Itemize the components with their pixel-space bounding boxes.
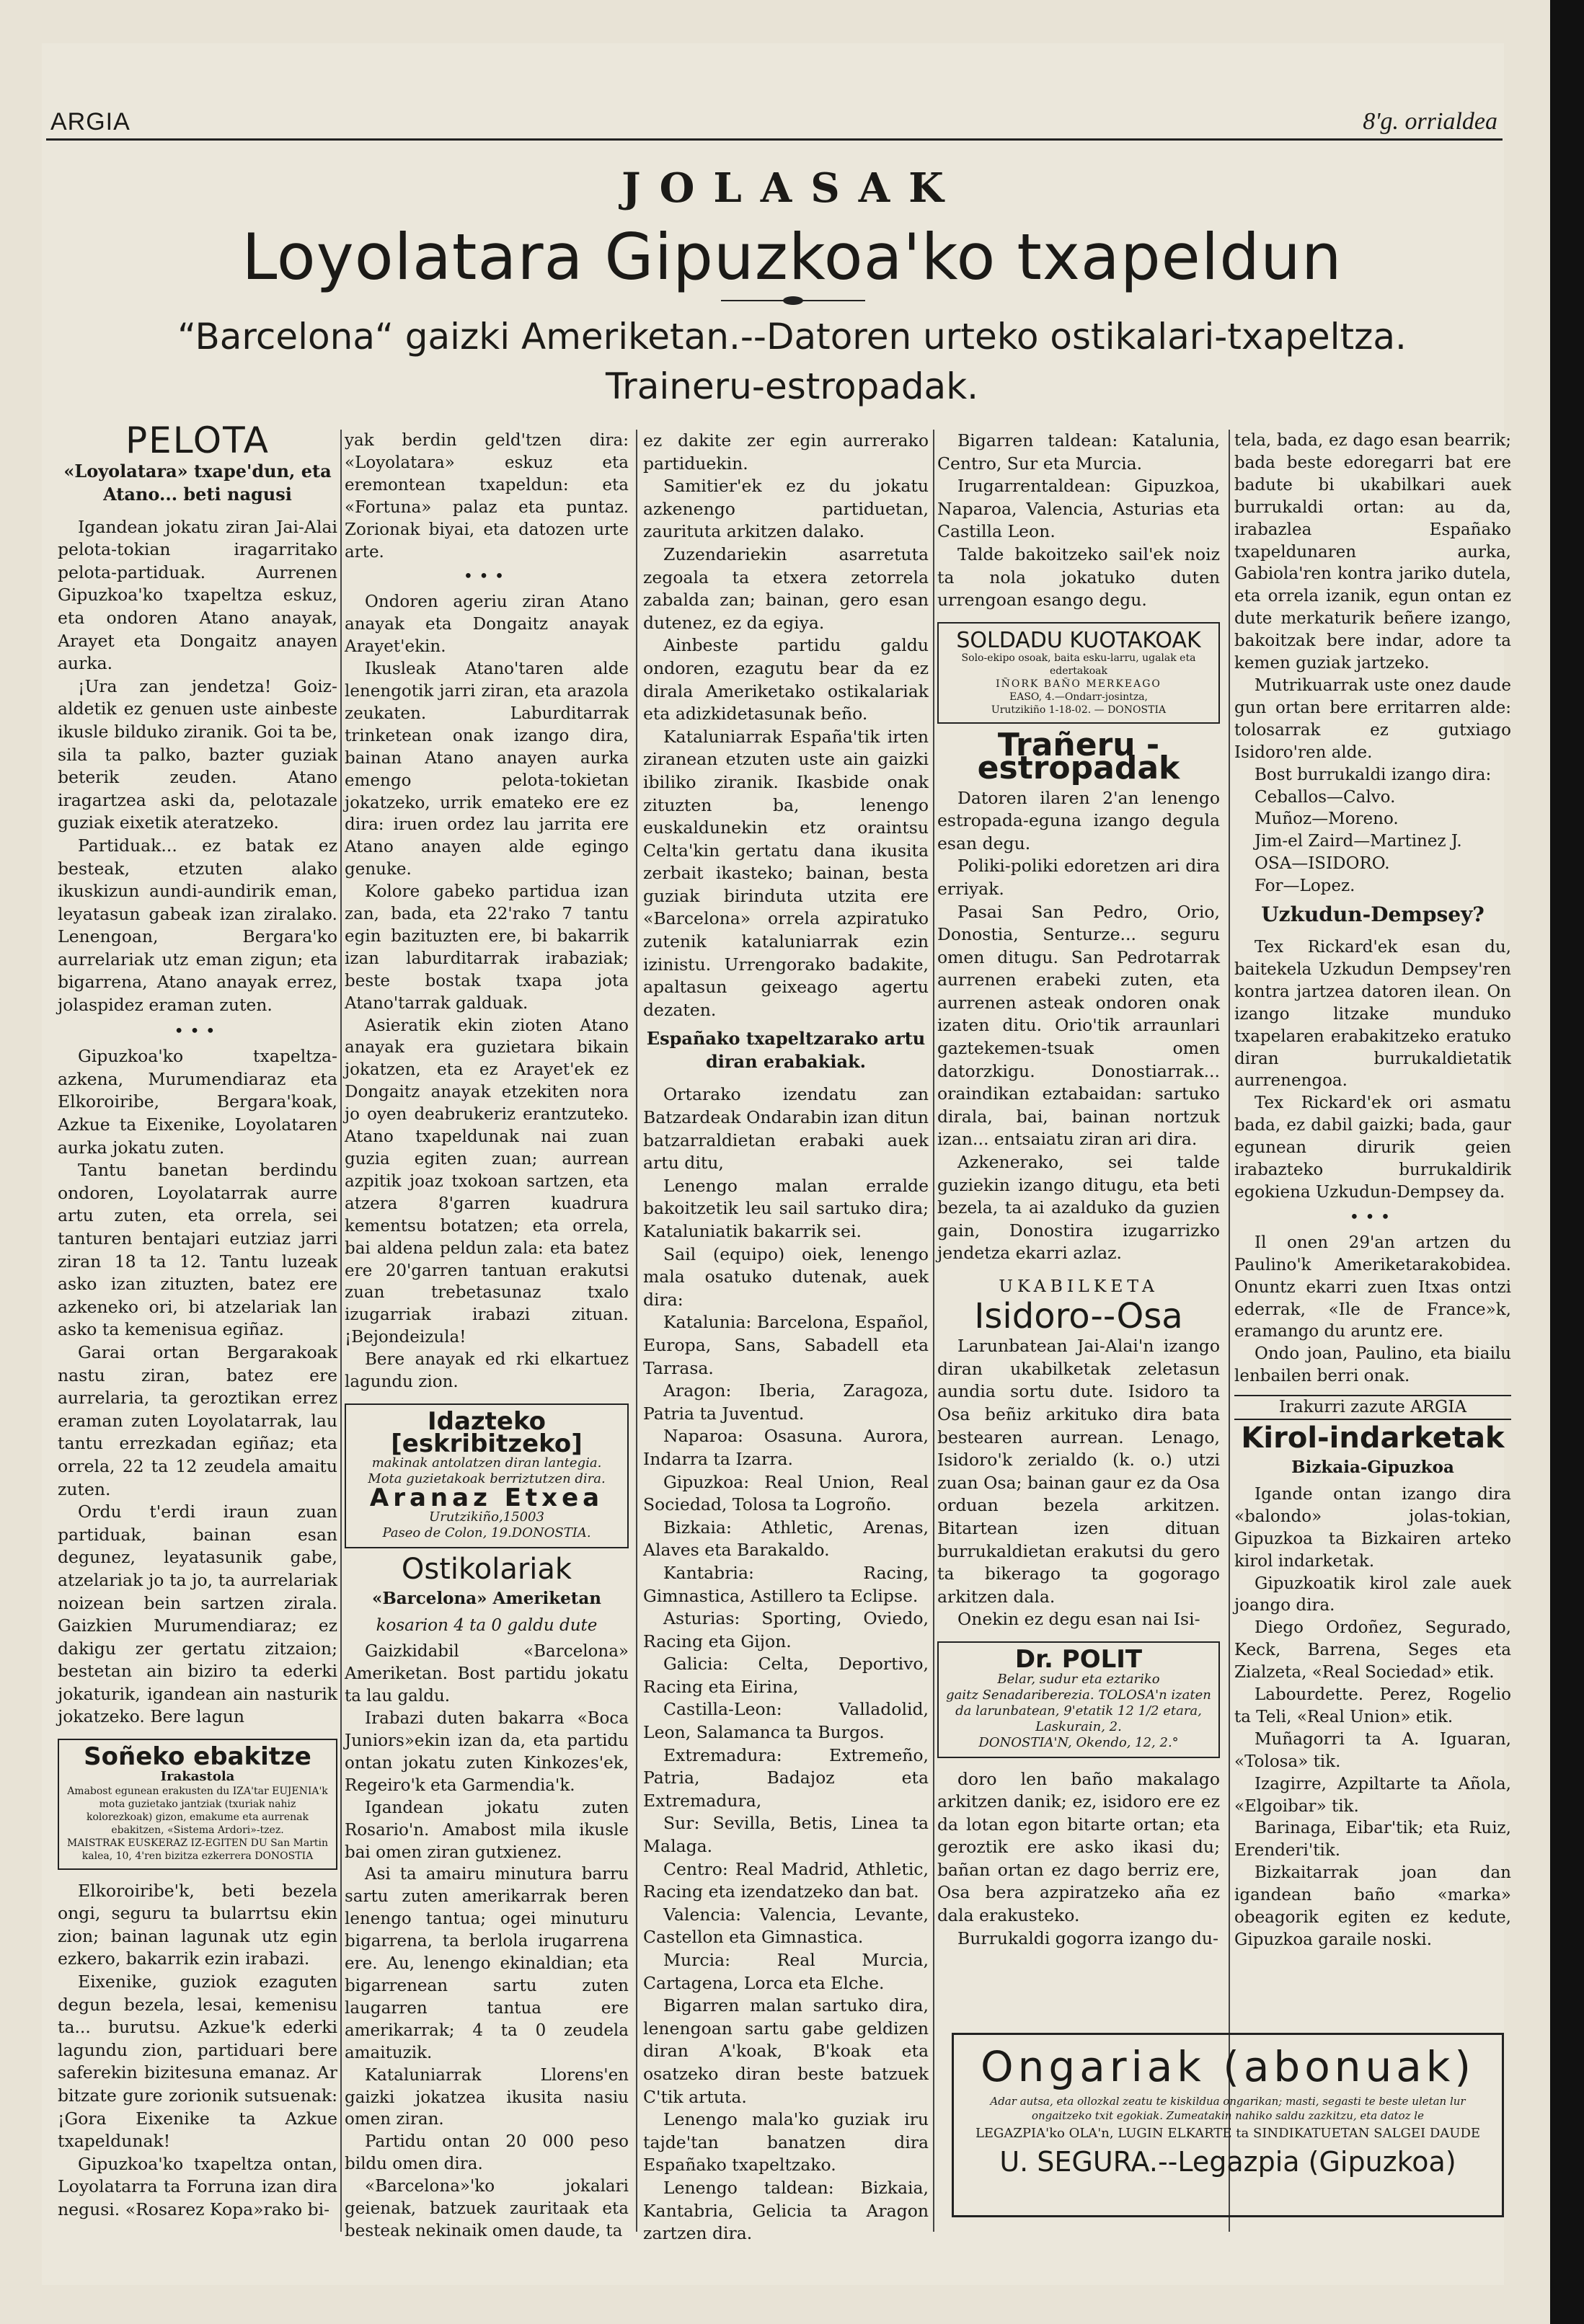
paragraph: Poliki-poliki edoretzen ari dira erriyak.	[937, 856, 1220, 899]
ad-title: Ongariak (abonuak)	[980, 2042, 1476, 2091]
paragraph: Onekin ez degu esan nai Isi-	[957, 1609, 1200, 1630]
ad-title: SOLDADU KUOTAKOAK	[956, 627, 1201, 653]
ad-line: Belar, sudur eta eztariko	[997, 1671, 1160, 1687]
column-rule	[340, 430, 342, 2232]
paragraph: Irugarrentaldean: Gipuzkoa, Naparoa, Valencia, Asturias eta Castilla Leon.	[937, 476, 1220, 542]
list-item: Jim-el Zaird—Martinez J.	[1255, 832, 1462, 851]
paragraph: Labourdette. Perez, Rogelio ta Teli, «Real Union» etik.	[1234, 1685, 1511, 1726]
paragraph: Gipuzkoa'ko txapeltza ontan, Loyolatarra ta Forruna izan dira negusi. «Rosarez Kopa»rako bi-	[58, 2153, 337, 2219]
paragraph: Larunbatean Jai-Alai'n izango diran ukabilketak zeletasun aundia sortu dute. Isidoro ta Osa beñiz arkituko dira bata bestearen aurrean. Lenago, Isidoro'k zerialdo (k. o.) utzi zuan Osa; bainan gaur ez da Osa orduan bezela arkitzen. Bitartean izen dituan burrukaldietan erakutsi du gero ta bikerago ta gogorago arkitzen dala.	[937, 1336, 1220, 1607]
ad-line: IÑORK BAÑO MERKEAGO	[996, 678, 1162, 691]
paragraph: Diego Ordoñez, Segurado, Keck, Barrena, Seges eta Zialzeta, «Real Sociedad» etik.	[1234, 1618, 1511, 1682]
ad-line: makinak antolatzen diran lantegia.	[371, 1455, 602, 1471]
subheadline: “Barcelona“ gaizki Ameriketan.--Datoren urteko ostikalari-txapeltza.	[177, 316, 1407, 358]
list-item: OSA—ISIDORO.	[1255, 854, 1390, 874]
list-item: Aragon: Iberia, Zaragoza, Patria ta Juventud.	[643, 1380, 929, 1424]
paragraph: Gipuzkoatik kirol zale auek joango dira.	[1234, 1574, 1511, 1615]
list-item: Sur: Sevilla, Betis, Linea ta Malaga.	[643, 1813, 929, 1857]
list-item: Kantabria: Racing, Gimnastica, Astillero ta Eclipse.	[643, 1562, 929, 1606]
paragraph: «Barcelona»'ko jokalari geienak, batzuek zauritaak eta besteak nekinaik omen daude, ta	[345, 2177, 629, 2240]
paragraph: Bere anayak ed rki elkartuez lagundu zion.	[345, 1350, 629, 1392]
paragraph: Ikusleak Atano'taren alde lenengotik jarri ziran, eta arazola zeukaten. Laburditarrak trinketean onak izango dira, bainan Atano anayen aurka emengo pelota-tokietan jokatzeko, urrik emateko ere ez dira: iruen ordez lau jarrita ere Atano anayen alde egingo genuke.	[345, 660, 629, 879]
paragraph: Tex Rickard'ek esan du, baitekela Uzkudun Dempsey'ren kontra jartzea datoren ilean. On izango litzake munduko txapelaren erabakitzeko eratuko diran burrukaldietatik aurrenengoa.	[1234, 938, 1511, 1091]
paragraph: Kolore gabeko partidua izan zan, bada, eta 22'rako 7 tantu egin bazituzten ere, bi bakarrik izan laburditarrak irabaziak; beste bostak txapa jota Atano'tarrak galduak.	[345, 882, 629, 1013]
page-headline: Loyolatara Gipuzkoa'ko txapeldun	[242, 220, 1342, 294]
column-rule	[933, 430, 934, 2232]
page-number: 8'g. orrialdea	[1363, 108, 1497, 135]
paragraph: Ondo joan, Paulino, eta biailu lenbailen berri onak.	[1234, 1344, 1511, 1386]
paragraph: Eixenike, guziok ezaguten degun bezela, lesai, kemenisu ta... burutsu. Azkue'k ederki lagundu zion, partiduari bere saferekin bizitesuna emanaz. Ar bitzate gure zorionik sutsuenak: ¡Gora Eixenike ta Azkue txapeldunak!	[58, 1972, 337, 2152]
list-item: Extremadura: Extremeño, Patria, Badajoz eta Extremadura,	[643, 1744, 929, 1811]
paragraph: Ondoren ageriu ziran Atano anayak eta Dongaitz anayak Arayet'ekin.	[345, 593, 629, 657]
paragraph: Burrukaldi gogorra izango du-	[957, 1928, 1218, 1948]
paragraph: Elkoroiribe'k, beti bezela ongi, seguru ta bularrtsu ekin zion; bainan lagunak utz egin ezkero, bakarrik ezin irabazi.	[58, 1880, 337, 1969]
article-subtitle: «Barcelona» Ameriketan	[371, 1588, 602, 1608]
paragraph: Bost burrukaldi izango dira:	[1255, 765, 1492, 784]
paragraph: Talde bakoitzeko sail'ek noiz ta nola jokatuko duten urrengoan esango degu.	[937, 544, 1220, 611]
list-item: Asturias: Sporting, Oviedo, Racing eta Gijon.	[643, 1608, 929, 1651]
list-item: Valencia: Valencia, Levante, Castellon eta Gimnastica.	[643, 1904, 929, 1948]
paragraph: Gaizkidabil «Barcelona» Ameriketan. Bost partidu jokatu ta lau galdu.	[345, 1642, 629, 1706]
list-item: Centro: Real Madrid, Athletic, Racing eta izendatzeko dan bat.	[643, 1858, 929, 1902]
list-item: Naparoa: Osasuna. Aurora, Indarra ta Izarra.	[643, 1426, 929, 1469]
section-title-kirol: Kirol-indarketak	[1241, 1422, 1505, 1455]
advertisement-soneko	[58, 1739, 337, 1870]
paragraph: Kataluniarrak España'tik irten ziranean etzuten uste ain gaizki ibiliko ziranik. Ikasbide onak zituzten ba, lenengo euskaldunekin etz oraintsu Celta'kin gertatu dana ikusita zerbait ikasteko; bainan, besta guziak birinduta utzita ere «Barcelona» orrela azpiratuko zutenik kataluniarrak ezin izinistu. Urrengorako badakite, apaltasun geixeago agertu dezaten.	[643, 726, 929, 1020]
list-item: Murcia: Real Murcia, Cartagena, Lorca eta Elche.	[643, 1950, 929, 1993]
advertisement-ongariak	[952, 2033, 1504, 2217]
ad-line: Urutzikiño 1-18-02. — DONOSTIA	[991, 704, 1167, 717]
ad-name: Aranaz Etxea	[369, 1483, 604, 1512]
paragraph: Bizkaitarrak joan dan igandean baño «marka» obeagorik egiten ez kedute, Gipuzkoa garaile noski.	[1234, 1863, 1511, 1949]
paragraph: Gipuzkoa'ko txapeltza-azkena, Murumendiaraz eta Elkoroiribe, Bergara'koak, Azkue ta Eixenike, Loyolataren aurka jokatu zuten.	[58, 1046, 337, 1158]
ornament-divider	[721, 296, 865, 306]
list-item: Gipuzkoa: Real Union, Real Sociedad, Tolosa ta Logroño.	[643, 1471, 929, 1515]
separator-stars: •••	[463, 567, 510, 587]
column-5	[1234, 430, 1511, 1951]
article-subtitle: Españako txapeltzarako artu diran erabakiak.	[646, 1028, 926, 1073]
ad-line: Mota guzietakoak berriztutzen dira.	[368, 1471, 606, 1486]
column-3	[643, 430, 929, 2245]
paragraph: Barinaga, Eibar'tik; eta Ruiz, Erenderi'tik.	[1234, 1819, 1511, 1860]
paragraph: Asieratik ekin zioten Atano anayak era guzietara bikain jokatzen, eta ez Arayet'ek ez Dongaitz anayak etzekiten nora jo oyen deabrukeriz erantzuteko. Atano txapeldunak nai zuan guzia egiten zuan; aurrean azpitik joaz txokoan sartzen, eta atzera 8'garren kuadrura kementsu botatzen; eta orrela, bai aldena peldun zala: eta batez ere 20'garren tantuan erakutsi zuan trebetasunaz txalo izugarriak irabazi zituan. ¡Bejondeizula!	[345, 1016, 629, 1347]
ad-title: Soñeko ebakitze	[84, 1742, 311, 1772]
paragraph: Ordu t'erdi iraun zuan partiduak, bainan esan degunez, leyatasunik gabe, atzelariak jo ta jo, ta aurrelariak noizean bein sartzen zirala. Gaizkien Murumendiaraz; ez dakigu zer gertatu zitzaion; bestetan ain biziro ta ederki jokaturik, igandean ain nasturik jokatzeko. Bere lagun	[58, 1502, 337, 1727]
advertisement-aranaz	[345, 1403, 629, 1548]
ad-address: MAISTRAK EUSKERAZ IZ-EGITEN DU San Martin kalea, 10, 4'ren bizitza ezkerrera DONOSTIA	[66, 1837, 329, 1862]
ad-title: Idazteko [eskribitzeko]	[391, 1406, 583, 1458]
list-item: Katalunia: Barcelona, Español, Europa, Sans, Sabadell eta Tarrasa.	[643, 1312, 929, 1378]
paragraph: Igandean jokatu ziran Jai-Alai pelota-tokian iragarritako pelota-partiduak. Aurrenen Gipuzkoa'ko txapeltza eskuz, eta ondoren Atano anayak, Arayet eta Dongaitz anayen aurka.	[58, 516, 337, 674]
paragraph: doro len baño makalago arkitzen danik; ez, isidoro ere ez da lotan egon bitarte ortan; eta geroztik ere asko ikasi du; bañan ortan ez dago berriz ere, Osa bera azpiratzeko aña ez dala erakusteko.	[937, 1768, 1220, 1926]
ad-subtitle: Irakastola	[160, 1768, 235, 1784]
paragraph: yak berdin geld'tzen dira: «Loyolatara» eskuz eta eremontean txapeldun: eta «Fortuna» palaz eta puntaz. Zorionak biyai, eta datozen urte arte.	[345, 431, 629, 562]
paragraph: Asi ta amairu minutura barru sartu zuten amerikarrak beren lenengo tantua; ogei minuturu bigarrena, ta berlola irugarrena ere. Au, lenengo ekinaldian; eta bigarrenean sartu zuten laugarren tantua ere amerikarrak; 4 ta 0 zeudela amaituzik.	[345, 1865, 629, 2062]
paragraph: Il onen 29'an artzen du Paulino'k Ameriketarakobidea. Onuntz ekarri zuen Itxas ontzi ederrak, «Ile de France»k, eramango du aruntz ere.	[1234, 1233, 1511, 1341]
ad-address: Urutzikiño,15003	[429, 1509, 544, 1525]
column-4	[937, 430, 1220, 1950]
ad-text: LEGAZPIA'ko OLA'n, LUGIN ELKARTE ta SINDIKATUETAN SALGEI DAUDE	[975, 2126, 1481, 2141]
section-title-ostikolariak: Ostikolariak	[401, 1552, 572, 1586]
paragraph: Lenengo mala'ko guziak iru tajde'tan banatzen dira Españako txapeltzako.	[643, 2109, 929, 2176]
subheadline-2: Traineru-estropadak.	[605, 365, 979, 407]
paragraph: tela, bada, ez dago esan bearrik; bada beste edoregarri bat ere badute bi ukabilkari auek burrukaldi ortan: au da, irabazlea Españako txapeldunaren aurka, Gabiola'ren kontra jariko dutela, eta orrela izanik, egun ontan ez dute merkaturik beñere izango, bakoitzak bere indar, adore ta kemen guziak jartzeko.	[1234, 431, 1511, 673]
section-title-isidoro: Isidoro--Osa	[974, 1295, 1183, 1336]
ad-address: U. SEGURA.--Legazpia (Gipuzkoa)	[999, 2146, 1456, 2178]
ad-title: Dr. POLIT	[1014, 1644, 1143, 1674]
paragraph: Irabazi duten bakarra «Boca Juniors»ekin izan da, eta partidu ontan jokatu zuten Kinkozes'ek, Regeiro'k eta Garmendia'k.	[345, 1709, 629, 1795]
paragraph: Tex Rickard'ek ori asmatu bada, ez dabil gaizki; bada, gaur egunean dirurik geien irabazteko burrukaldirik egokiena Uzkudun-Dempsey da.	[1234, 1094, 1511, 1202]
ad-line: DONOSTIA'N, Okendo, 12, 2.°	[978, 1734, 1179, 1750]
section-kicker: JOLASAK	[621, 164, 963, 212]
list-item: Castilla-Leon: Valladolid, Leon, Salamanca ta Burgos.	[643, 1699, 929, 1743]
paragraph: Garai ortan Bergarakoak nastu ziran, batez ere aurrelaria, ta geroztikan errez eraman zuten Loyolatarrak, lau tantu errezkadan egiñaz; eta orrela, 22 ta 12 zeudela amaitu zuten.	[58, 1341, 337, 1499]
ad-text: Adar autsa, eta ollozkal zeatu te kiskildua ongarikan; masti, segasti te beste uletan lur ongaitzeko txit egokiak. Zumeatakin nahiko saldu zazkitzu, eta datoz le	[990, 2095, 1466, 2122]
paragraph: Muñagorri ta A. Iguaran, «Tolosa» tik.	[1234, 1729, 1511, 1771]
ad-line: EASO, 4.—Ondarr-josintza,	[1009, 691, 1148, 704]
header-rule	[46, 138, 1503, 141]
list-item: Muñoz—Moreno.	[1255, 810, 1399, 829]
paragraph: Lenengo malan erralde bakoitzetik leu sail sartuko dira; Kataluniatik bakarrik sei.	[643, 1175, 929, 1241]
paragraph: Datoren ilaren 2'an lenengo estropada-eguna izango degula esan degu.	[937, 787, 1220, 853]
section-kicker-ukabilketa: UKABILKETA	[999, 1276, 1159, 1296]
section-title-traineru: Trañeru - estropadak	[977, 727, 1180, 786]
masthead-left: ARGIA	[50, 108, 130, 136]
paragraph: Izagirre, Azpiltarte ta Añola, «Elgoibar» tik.	[1234, 1774, 1511, 1816]
article-subtitle: «Loyolatara» txape'dun, eta Atano... beti nagusi	[63, 460, 332, 505]
advertisement-polit	[937, 1641, 1220, 1758]
paragraph: Lenengo taldean: Bizkaia, Kantabria, Gelicia ta Aragon zartzen dira.	[643, 2177, 929, 2244]
paragraph: Ainbeste partidu galdu ondoren, ezagutu bear da ez dirala Ameriketako ostikalariak eta adizkidetasunak beño.	[643, 635, 929, 724]
column-rule	[1229, 430, 1230, 2232]
paragraph: Samitier'ek ez du jokatu azkenengo partiduetan, zaurituta arkitzen dalako.	[643, 476, 929, 542]
ad-line: gaitz Senadariberezia. TOLOSA'n izaten da larunbatean, 9'etatik 12 1/2 etara, Laskurain, 2.	[946, 1687, 1211, 1734]
paragraph: ¡Ura zan jendetza! Goiz-aldetik ez genuen uste ainbeste ikusle bilduko ziranik. Goi ta be, sila ta palko, bazter guziak beterik zeuden. Atano iragartzea aski da, pelotazale guziak eixetik ateratzeko.	[58, 675, 337, 833]
promo-line: Irakurri zazute ARGIA	[1234, 1395, 1511, 1420]
paragraph: Pasai San Pedro, Orio, Donostia, Senturze... seguru omen ditugu. San Pedrotarrak aurrenen erabeki zuten, eta aurrenen asteak ondoren onak izaten ditu. Orio'tik arraunlari gaztekemen-tsuak omen datorzkigu. Donostiarrak... oraindikan eztabaidan: sartuko dirala, bai, bainan nortzuk izan... entsaiatu ziran ari dira.	[937, 901, 1220, 1150]
ad-line: Solo-ekipo osoak, baita esku-larru, ugalak eta edertakoak	[961, 652, 1196, 678]
column-2	[345, 430, 629, 2243]
paragraph: Partiduak... ez batak ez besteak, etzuten alako ikuskizun aundi-aundirik eman, leyatasun gabeak izan ziralako. Lenengoan, Bergara'ko aurrelariak utz eman zigun; eta bigarrena, Atano anayak errez, jolaspidez eraman zuten.	[58, 835, 337, 1016]
paragraph: Sail (equipo) oiek, lenengo mala osatuko dutenak, auek dira:	[643, 1243, 929, 1310]
paragraph: Bigarren taldean: Katalunia, Centro, Sur eta Murcia.	[937, 430, 1220, 474]
paragraph: Bigarren malan sartuko dira, lenengoan sartu gabe geldizen diran A'koak, B'koak eta osatzeko diran beste batzuek C'tik artuta.	[643, 1995, 929, 2107]
paragraph: Tantu banetan berdindu ondoren, Loyolatarrak aurre artu zuten, eta orrela, sei tanturen bentajari eutziaz jarri ziran 18 ta 12. Tantu luzeak asko izan zituzten, batez ere azkeneko ori, bi atzelariak lan asko ta kemenisua egiñaz.	[58, 1160, 337, 1340]
column-rule	[636, 430, 637, 2232]
section-title-pelota: PELOTA	[125, 420, 270, 461]
advertisement-soldadu	[937, 622, 1220, 724]
article-subtitle-2: kosarion 4 ta 0 galdu dute	[376, 1615, 598, 1635]
paragraph: ez dakite zer egin aurrerako partiduekin.	[643, 430, 929, 474]
list-item: Ceballos—Calvo.	[1255, 787, 1396, 807]
list-item: Galicia: Celta, Deportivo, Racing eta Eirina,	[643, 1654, 929, 1697]
ad-address: Paseo de Colon, 19.DONOSTIA.	[382, 1525, 591, 1540]
paragraph: Partidu ontan 20 000 peso bildu omen dira.	[345, 2132, 629, 2174]
paragraph: Azkenerako, sei talde guziekin izango ditugu, eta beti bezela, ta ai azalduko da guzien gain, Donostira izugarrizko jendetza ekarri azlaz.	[937, 1152, 1220, 1264]
article-subtitle: Bizkaia-Gipuzkoa	[1291, 1457, 1454, 1477]
list-item: For—Lopez.	[1255, 877, 1355, 896]
paragraph: Igandean jokatu zuten Rosario'n. Amabost mila ikusle bai omen ziran gutxienez.	[345, 1798, 629, 1862]
paragraph: Zuzendariekin asarretuta zegoala ta etxera zetorrela zabalda zan; bainan, gero esan dutenez, ez da egiya.	[643, 544, 929, 633]
paragraph: Ortarako izendatu zan Batzardeak Ondarabin izan ditun batzarraldietan erabaki auek artu ditu,	[643, 1084, 929, 1174]
article-subtitle: Uzkudun-Dempsey?	[1261, 902, 1485, 927]
separator-stars: •••	[1349, 1207, 1397, 1227]
list-item: Bizkaia: Athletic, Arenas, Alaves eta Barakaldo.	[643, 1517, 929, 1561]
paragraph: Igande ontan izango dira «balondo» jolas-tokian, Gipuzkoa ta Bizkairen arteko kirol indarketak.	[1234, 1484, 1511, 1571]
column-1	[58, 420, 337, 2222]
paragraph: Kataluniarrak Llorens'en gaizki jokatzea ikusita nasiu omen ziran.	[345, 2065, 629, 2129]
separator-stars: •••	[174, 1020, 221, 1041]
ad-text: Amabost egunean erakusten du IZA'tar EUJENIA'k mota guzietako jantziak (txuriak nahiz kolorezkoak) gizon, emakume eta aurrenak ebakitzen, «Sistema Ardori»-tzez.	[67, 1785, 328, 1836]
paragraph: Mutrikuarrak uste onez daude gun ortan bere erritarren alde: tolosarrak ez gutxiago Isidoro'ren alde.	[1234, 675, 1511, 762]
